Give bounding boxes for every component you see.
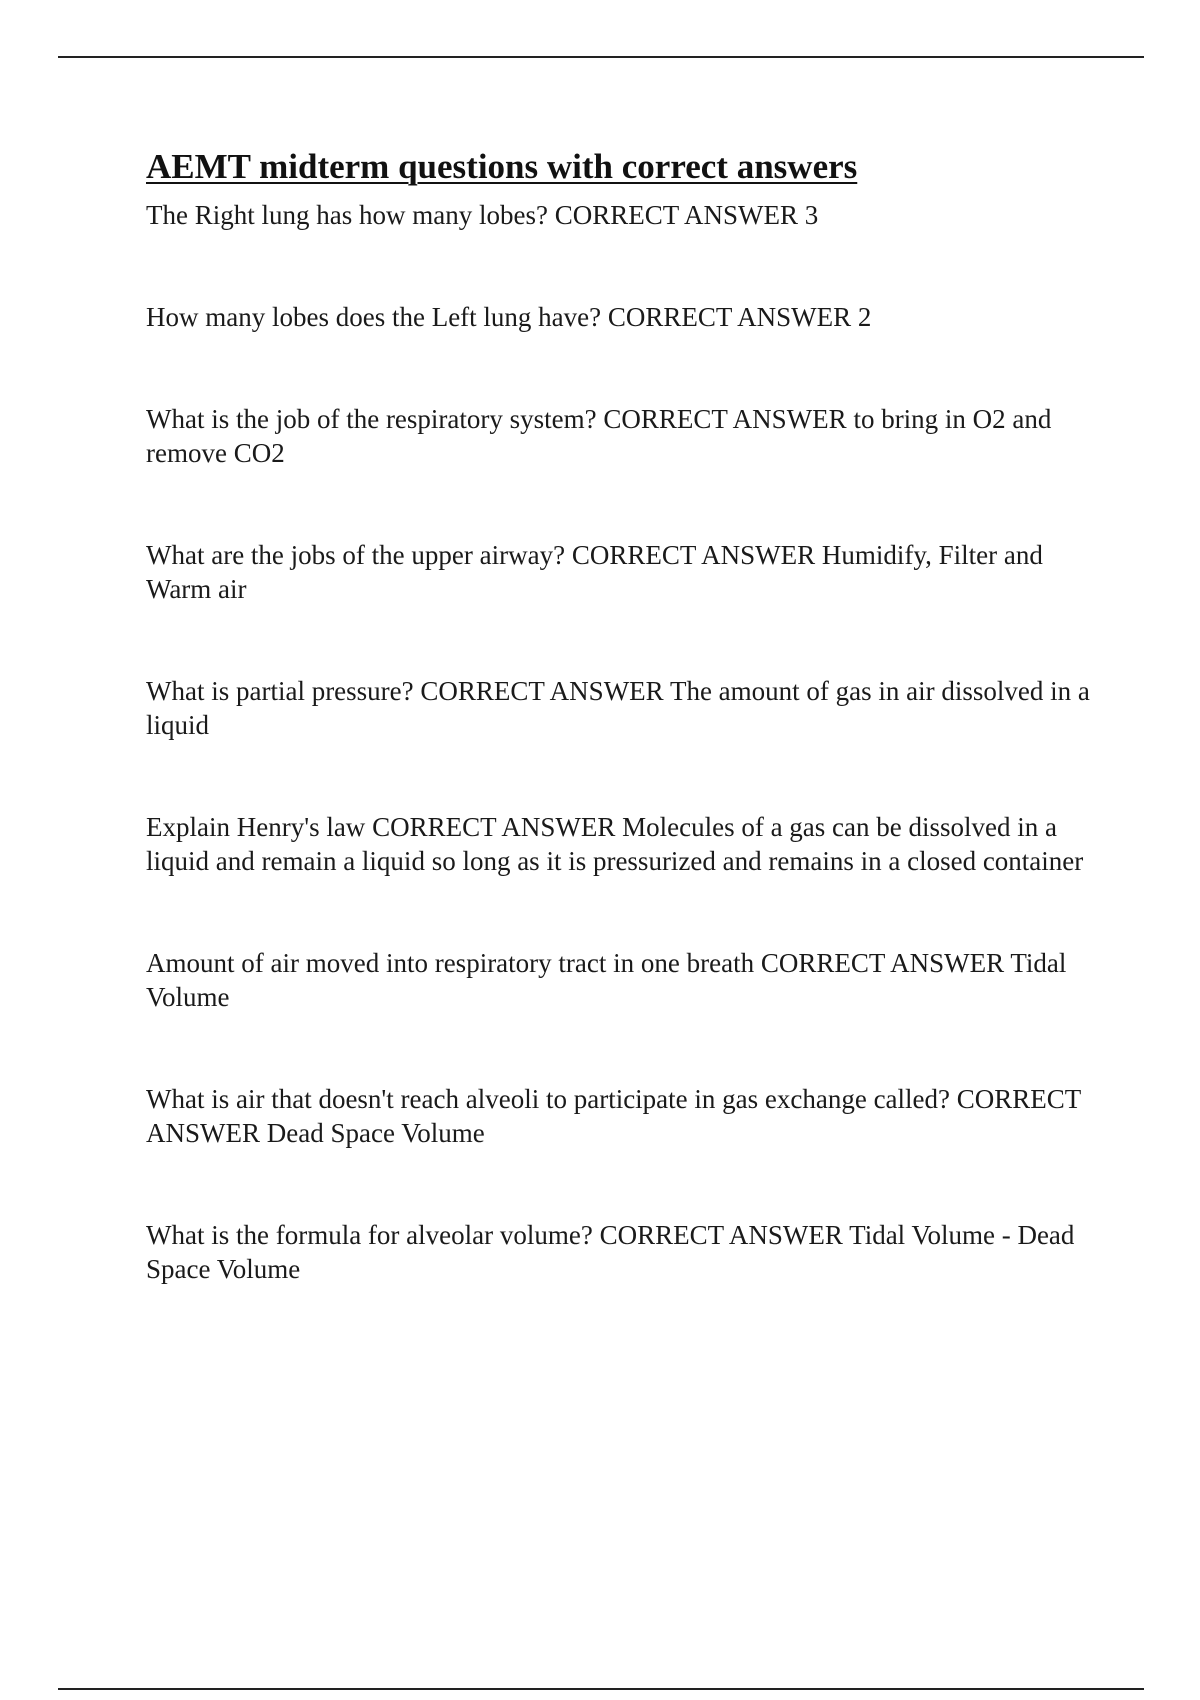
header-rule bbox=[58, 56, 1144, 58]
answer-marker: CORRECT ANSWER bbox=[420, 676, 664, 706]
answer-marker: CORRECT ANSWER bbox=[146, 1084, 1081, 1148]
answer-text: Molecules of a gas can be dissolved in a liquid and remain a liquid so long as it is pressurized and remains in a closed container bbox=[146, 812, 1084, 876]
question-text: What is partial pressure? bbox=[146, 676, 414, 706]
question-text: Explain Henry's law bbox=[146, 812, 366, 842]
answer-text: The amount of gas in air dissolved in a liquid bbox=[146, 676, 1090, 740]
footer-rule bbox=[58, 1688, 1144, 1690]
answer-text: to bring in O2 and remove CO2 bbox=[146, 404, 1052, 468]
answer-marker: CORRECT ANSWER bbox=[760, 948, 1005, 978]
qa-item bbox=[146, 402, 1106, 470]
answer-text: Tidal Volume - Dead Space Volume bbox=[146, 1220, 1075, 1284]
answer-text: 2 bbox=[857, 302, 872, 332]
answer-marker: CORRECT ANSWER bbox=[571, 540, 816, 570]
qa-item bbox=[146, 810, 1106, 878]
answer-marker: CORRECT ANSWER bbox=[599, 1220, 843, 1250]
question-text: What are the jobs of the upper airway? bbox=[146, 540, 566, 570]
qa-item bbox=[146, 198, 1106, 232]
answer-text: Tidal Volume bbox=[146, 948, 1067, 1012]
document-body bbox=[146, 142, 1106, 1286]
qa-item bbox=[146, 300, 1106, 334]
question-text: How many lobes does the Left lung have? bbox=[146, 302, 602, 332]
answer-text: Dead Space Volume bbox=[266, 1118, 485, 1148]
answer-text: Humidify, Filter and Warm air bbox=[146, 540, 1043, 604]
qa-list bbox=[146, 198, 1106, 1286]
question-text: The Right lung has how many lobes? bbox=[146, 200, 548, 230]
question-text: What is the job of the respiratory system? bbox=[146, 404, 597, 434]
answer-marker: CORRECT ANSWER bbox=[607, 302, 852, 332]
qa-item bbox=[146, 1218, 1106, 1286]
answer-marker: CORRECT ANSWER bbox=[554, 200, 798, 230]
qa-item bbox=[146, 538, 1106, 606]
question-text: What is air that doesn't reach alveoli to participate in gas exchange called? bbox=[146, 1084, 951, 1114]
qa-item bbox=[146, 674, 1106, 742]
answer-text: 3 bbox=[804, 200, 819, 230]
answer-marker: CORRECT ANSWER bbox=[603, 404, 847, 434]
question-text: What is the formula for alveolar volume? bbox=[146, 1220, 593, 1250]
question-text: Amount of air moved into respiratory tract in one breath bbox=[146, 948, 755, 978]
qa-item bbox=[146, 1082, 1106, 1150]
qa-item bbox=[146, 946, 1106, 1014]
document-title: AEMT midterm questions with correct answers bbox=[146, 147, 858, 186]
answer-marker: CORRECT ANSWER bbox=[372, 812, 616, 842]
